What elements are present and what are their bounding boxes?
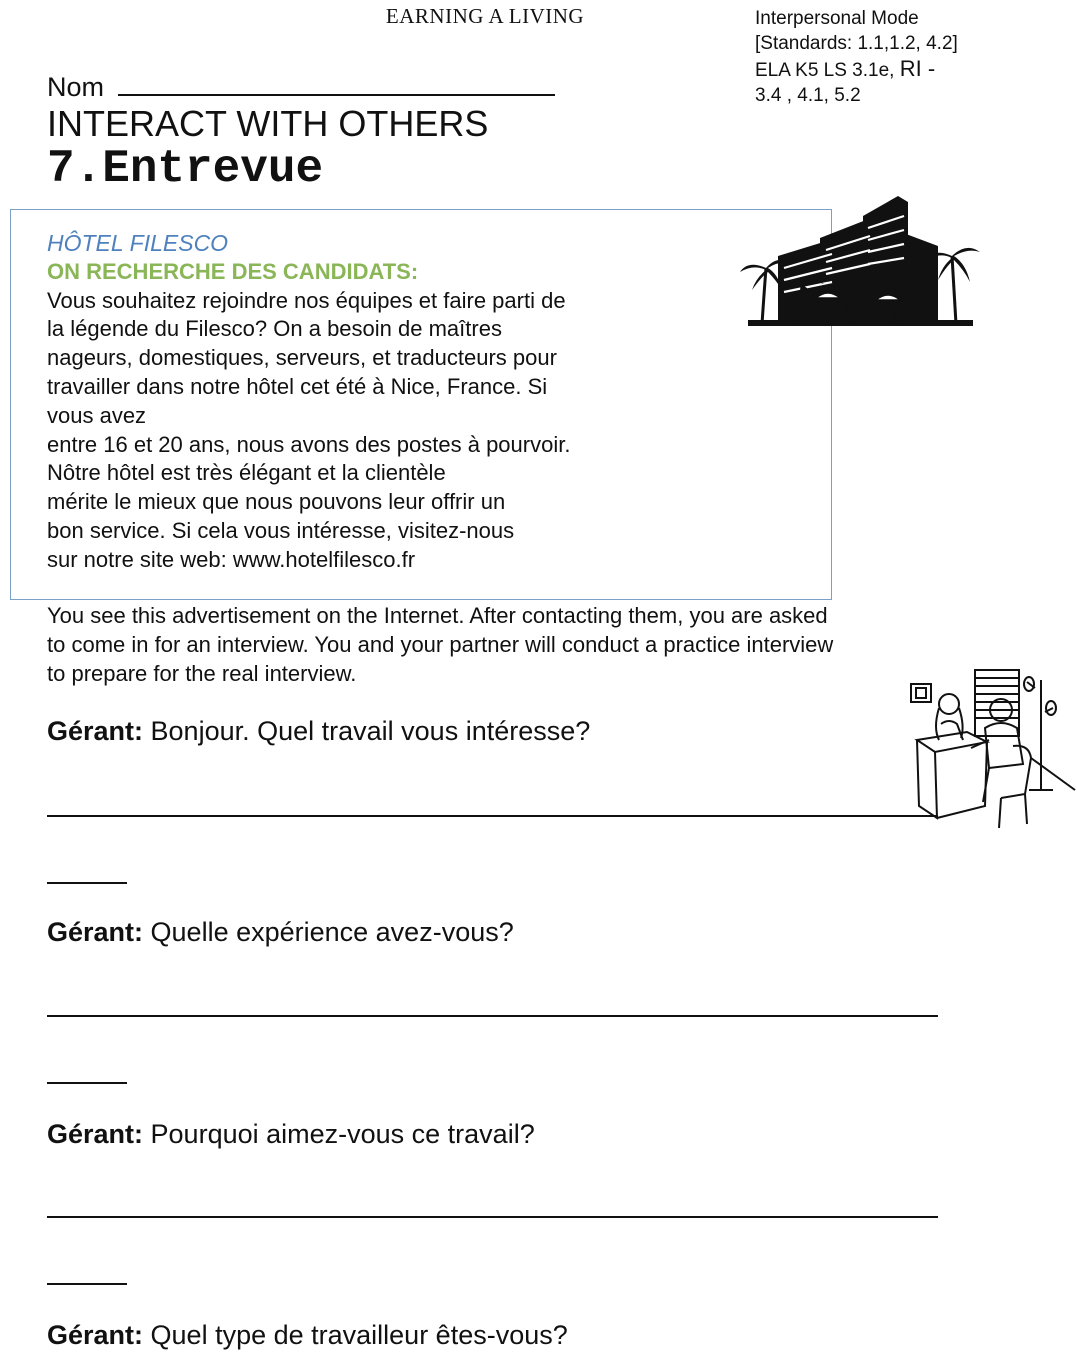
standards-label: [Standards: 1.1,1.2, 4.2] [755,33,958,54]
question-2 [47,917,514,948]
standards-block [755,6,1075,108]
name-field [47,68,555,103]
page-title: 7.Entrevue [47,143,324,195]
question-text: Quel type de travailleur êtes-vous? [143,1320,568,1350]
question-4 [47,1320,568,1351]
name-blank[interactable] [118,68,555,96]
answer-line-1-continued[interactable] [47,882,127,884]
section-heading: INTERACT WITH OTHERS [47,103,489,144]
intro-line: to prepare for the real interview. [47,661,357,686]
intro-line: to come in for an interview. You and your partner will conduct a practice interview [47,632,834,657]
ad-line: entre 16 et 20 ans, nous avons des postes à pourvoir. [47,431,571,457]
question-3 [47,1119,535,1150]
ri-suffix: - [921,56,936,81]
ad-line: mérite le mieux que nous pouvons leur offrir un [47,489,506,515]
ad-line: Nôtre hôtel est très élégant et la clientèle [47,460,446,486]
ad-subtitle: ON RECHERCHE DES CANDIDATS: [47,258,419,284]
answer-line-3[interactable] [47,1216,938,1218]
answer-line-3-continued[interactable] [47,1283,127,1285]
advertisement-content [47,229,662,575]
intro-paragraph [47,601,967,688]
answer-line-1[interactable] [47,815,938,817]
question-text: Quelle expérience avez-vous? [143,917,514,947]
ad-line: nageurs, domestiques, serveurs, et traducteurs pour [47,345,557,371]
interview-illustration-icon [905,668,1077,830]
ad-line: sur notre site web: www.hotelfilesco.fr [47,546,416,572]
ad-line: travailler dans notre hôtel cet été à Nice, France. Si [47,373,548,399]
speaker-label: Gérant: [47,917,144,947]
speaker-label: Gérant: [47,1119,144,1149]
answer-line-2-continued[interactable] [47,1082,127,1084]
question-text: Pourquoi aimez-vous ce travail? [143,1119,535,1149]
speaker-label: Gérant: [47,1320,144,1350]
ad-line: vous avez [47,402,147,428]
hotel-name: HÔTEL FILESCO [47,230,229,256]
ela-prefix: ELA K5 LS 3.1e, [755,60,900,81]
worksheet-header: EARNING A LIVING [385,4,585,28]
name-label: Nom [47,72,112,102]
ela-line-2: 3.4 , 4.1, 5.2 [755,85,861,106]
ela-line [755,56,1075,83]
ad-line: la légende du Filesco? On a besoin de maîtres [47,316,502,342]
ad-line: Vous souhaitez rejoindre nos équipes et faire parti de [47,287,566,313]
answer-line-2[interactable] [47,1015,938,1017]
intro-line: You see this advertisement on the Internet. After contacting them, you are asked [47,603,828,628]
hotel-illustration-icon [738,194,983,329]
ri-label: RI [899,56,922,81]
question-text: Bonjour. Quel travail vous intéresse? [143,716,591,746]
question-1 [47,716,590,747]
speaker-label: Gérant: [47,716,144,746]
mode-label: Interpersonal Mode [755,8,919,29]
ad-line: bon service. Si cela vous intéresse, visitez-nous [47,517,515,543]
